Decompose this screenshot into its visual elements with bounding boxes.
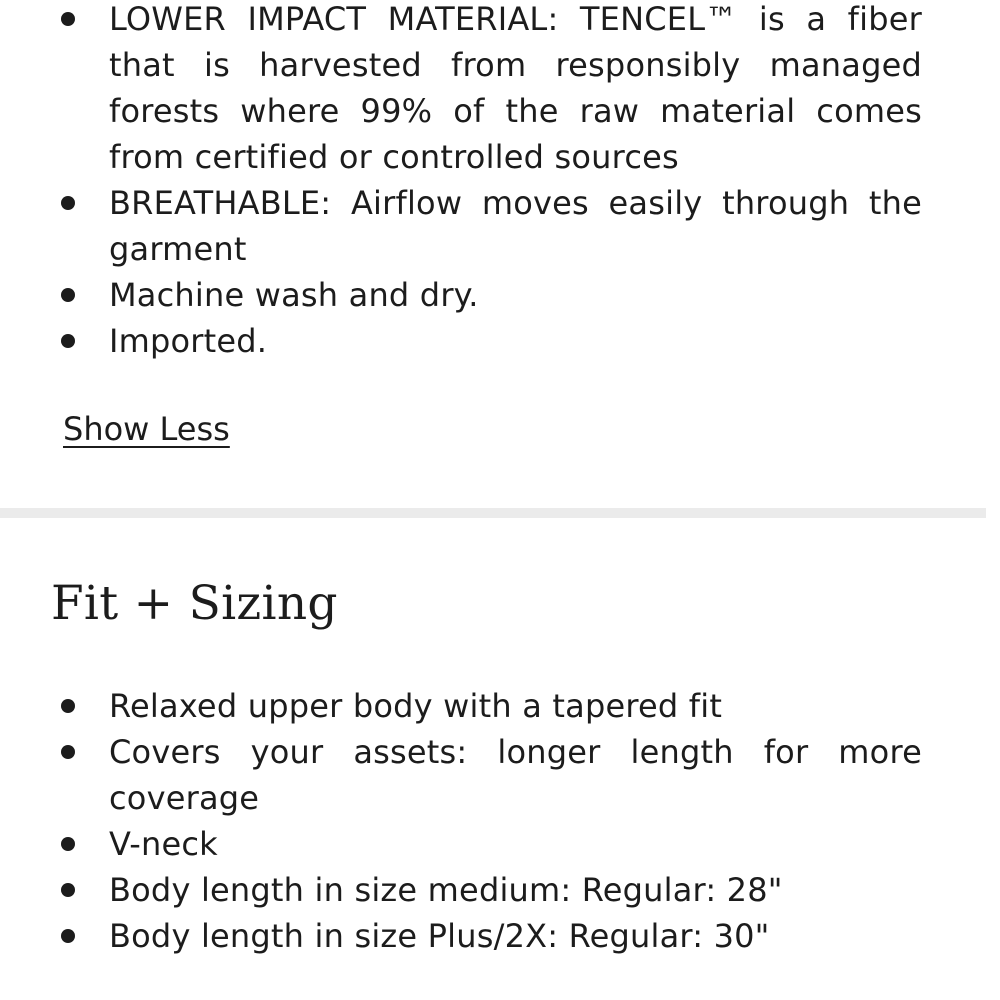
fit-text: Body length in size medium: Regular: 28" <box>109 871 783 909</box>
list-item <box>0 913 1000 959</box>
detail-text: BREATHABLE: Airflow moves easily through the garment <box>109 184 922 268</box>
product-details-list <box>0 0 1000 364</box>
bullet-icon <box>61 196 75 210</box>
show-less-link[interactable]: Show Less <box>63 410 230 448</box>
detail-text: Imported. <box>109 322 268 360</box>
list-item <box>0 683 1000 729</box>
bullet-icon <box>61 745 75 759</box>
list-item <box>0 867 1000 913</box>
section-divider <box>0 508 986 518</box>
fit-text: Covers your assets: longer length for more coverage <box>109 733 922 817</box>
list-item <box>0 729 1000 821</box>
bullet-icon <box>61 883 75 897</box>
list-item <box>0 0 1000 180</box>
list-item <box>0 318 1000 364</box>
detail-text: LOWER IMPACT MATERIAL: TENCEL™ is a fiber that is harvested from responsibly managed forests where 99% of the raw material comes from certified or controlled sources <box>109 0 922 176</box>
fit-sizing-list <box>0 683 1000 959</box>
detail-text: Machine wash and dry. <box>109 276 479 314</box>
list-item <box>0 821 1000 867</box>
bullet-icon <box>61 12 75 26</box>
fit-text: Relaxed upper body with a tapered fit <box>109 687 723 725</box>
list-item <box>0 272 1000 318</box>
fit-text: Body length in size Plus/2X: Regular: 30" <box>109 917 770 955</box>
fit-text: V-neck <box>109 825 218 863</box>
bullet-icon <box>61 929 75 943</box>
list-item <box>0 180 1000 272</box>
section-title-fit-sizing: Fit + Sizing <box>51 576 338 631</box>
bullet-icon <box>61 699 75 713</box>
bullet-icon <box>61 334 75 348</box>
bullet-icon <box>61 288 75 302</box>
bullet-icon <box>61 837 75 851</box>
